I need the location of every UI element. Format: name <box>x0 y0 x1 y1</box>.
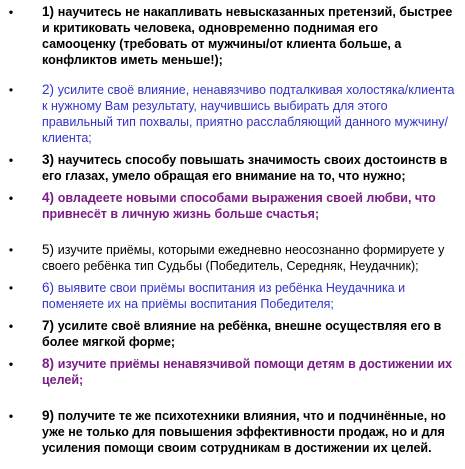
item-text: усилите своё влияние на ребёнка, внешне осуществляя его в более мягкой форме; <box>42 319 442 349</box>
item-number: 8) <box>42 356 58 371</box>
bullet-icon: • <box>8 319 14 333</box>
item-number: 9) <box>42 408 58 423</box>
benefits-list <box>0 4 455 456</box>
item-number: 5) <box>42 242 58 257</box>
bullet-icon: • <box>8 83 14 97</box>
list-item-1 <box>0 4 455 68</box>
item-text: научитесь не накапливать невысказанных претензий, быстрее и критиковать человека, одновременно поднимая его самооценку (требовать от мужчины/от клиента больше, а конфликтов иметь меньше!); <box>42 5 453 67</box>
bullet-icon: • <box>8 281 14 295</box>
item-text: получите те же психотехники влияния, что и подчинённые, но уже не только для повышения эффективности продаж, но и для усиления помощи своим сотрудникам в достижении их целей. <box>42 409 446 455</box>
list-item-2 <box>0 82 455 146</box>
item-text: овладеете новыми способами выражения своей любви, что привнесёт в личную жизнь больше счастья; <box>42 191 436 221</box>
item-number: 2) <box>42 82 58 97</box>
list-item-6 <box>0 280 455 312</box>
bullet-icon: • <box>8 357 14 371</box>
item-text: выявите свои приёмы воспитания из ребёнка Неудачника и поменяете их на приёмы воспитания Победителя; <box>42 281 406 311</box>
bullet-icon: • <box>8 409 14 423</box>
list-item-5 <box>0 242 455 274</box>
bullet-icon: • <box>8 153 14 167</box>
bullet-icon: • <box>8 191 14 205</box>
bullet-icon: • <box>8 5 14 19</box>
list-item-3 <box>0 152 455 184</box>
item-number: 7) <box>42 318 58 333</box>
item-number: 6) <box>42 280 58 295</box>
item-number: 1) <box>42 4 58 19</box>
list-item-9 <box>0 408 455 456</box>
list-item-4 <box>0 190 455 222</box>
item-text: научитесь способу повышать значимость своих достоинств в его глазах, умело обращая его внимание на то, что нужно; <box>42 153 448 183</box>
item-text: изучите приёмы, которыми ежедневно неосознанно формируете у своего ребёнка тип Судьбы (Победитель, Середняк, Неудачник); <box>42 243 445 273</box>
item-number: 3) <box>42 152 58 167</box>
item-text: усилите своё влияние, ненавязчиво подталкивая холостяка/клиента к нужному Вам результату, научившись выбирать для этого правильный тип похвалы, приятно расслабляющий данного мужчину/клиента; <box>42 83 455 145</box>
item-number: 4) <box>42 190 58 205</box>
bullet-icon: • <box>8 243 14 257</box>
list-item-7 <box>0 318 455 350</box>
list-item-8 <box>0 356 455 388</box>
item-text: изучите приёмы ненавязчивой помощи детям в достижении их целей; <box>42 357 453 387</box>
